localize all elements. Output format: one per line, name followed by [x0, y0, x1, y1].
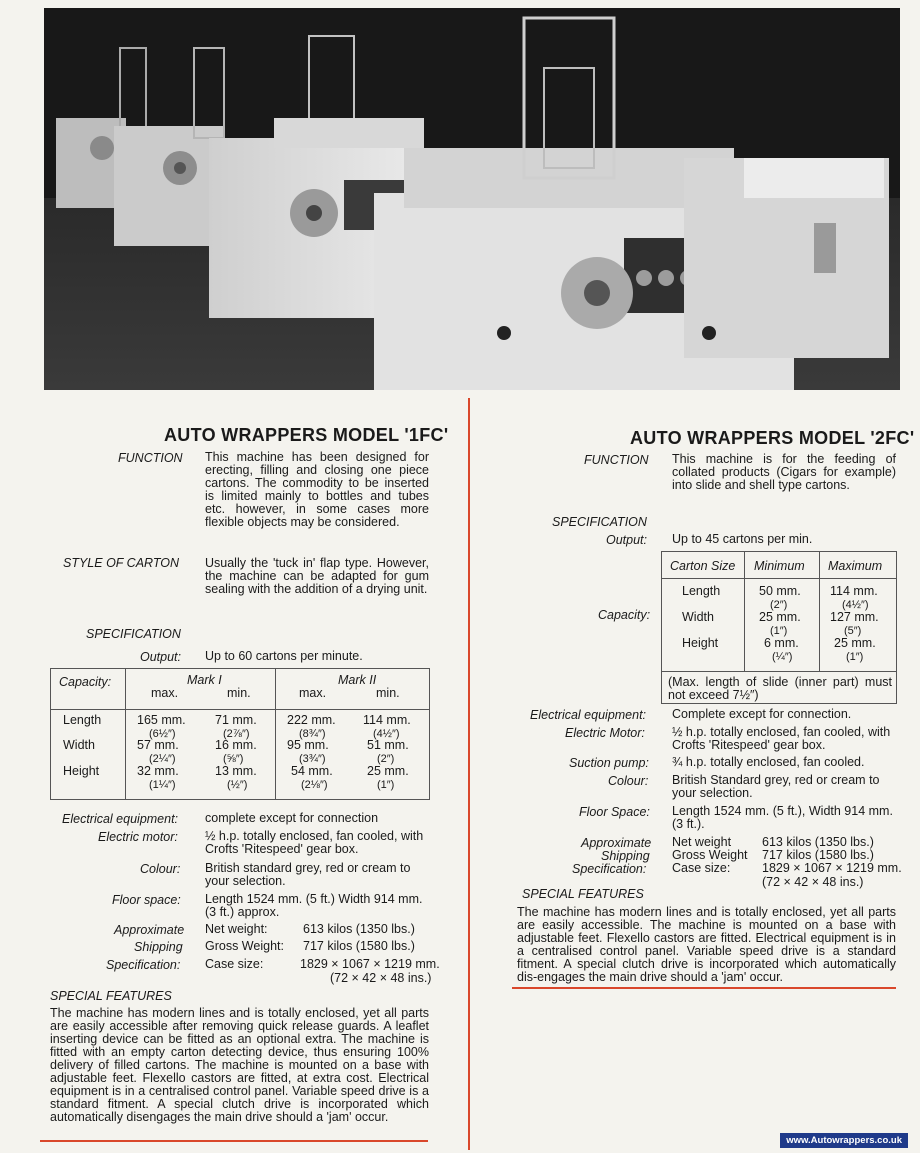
cell: (4½″): [842, 599, 869, 611]
cell: 127 mm.: [830, 610, 879, 624]
right-function-text: This machine is for the feeding of collated products (Cigars for example) into slide and shell type cartons.: [672, 452, 896, 492]
row-label-width: Width: [63, 738, 95, 752]
cell: (1¼″): [149, 779, 176, 791]
cell: 54 mm.: [291, 764, 333, 778]
left-output-value: Up to 60 cartons per minute.: [205, 649, 363, 663]
left-gross-label: Gross Weight:: [205, 939, 284, 953]
row-label-length: Length: [63, 713, 102, 727]
mark2-min-header: min.: [376, 686, 400, 700]
mark2-header: Mark II: [338, 673, 377, 687]
left-features-text: The machine has modern lines and is totally enclosed, yet all parts are easily accessible after removing quick release guards. A leaflet inserting device can be fitted as an optional extra. The machine is fitted with an empty carton detecting device, thus ensuring 100% delivery of filled cartons. The machine is mounted on a base with adjustable feet. Flexello castors are fitted, at extra cost. Electrical equipment is in a centralised control panel. Variable speed drive is a standard fitment. A special clutch drive is incorporated which automatically disengages the main drive should a 'jam' occur.: [50, 1006, 429, 1124]
cell: (¼″): [772, 651, 793, 663]
cell: (1″): [846, 651, 864, 663]
minimum-header: Minimum: [754, 559, 805, 573]
cell: (1″): [377, 779, 395, 791]
cell: 6 mm.: [764, 636, 799, 650]
cell: (½″): [227, 779, 248, 791]
cell: 114 mm.: [830, 584, 878, 598]
mark2-max-header: max.: [299, 686, 327, 700]
right-capacity-table: [661, 551, 897, 704]
maximum-header: Maximum: [828, 559, 883, 573]
right-approx-label: Approximate: [581, 836, 652, 850]
cell: 16 mm.: [215, 738, 257, 752]
left-gross-value: 717 kilos (1580 lbs.): [303, 939, 415, 953]
cell: 57 mm.: [137, 738, 179, 752]
cell: (⅝″): [223, 753, 244, 765]
cell: (3¾″): [299, 753, 326, 765]
left-colour-label: Colour:: [140, 862, 181, 876]
cell: 165 mm.: [137, 713, 186, 727]
cell: 114 mm.: [363, 713, 411, 727]
mark1-min-header: min.: [227, 686, 251, 700]
website-url-badge[interactable]: www.Autowrappers.co.uk: [780, 1133, 908, 1148]
right-case-value: 1829 × 1067 × 1219 mm.: [762, 861, 902, 875]
slide-note: (Max. length of slide (inner part) must not exceed 7½″): [668, 675, 892, 702]
right-elec-value: Complete except for connection.: [672, 707, 852, 721]
right-bottom-rule: [512, 987, 896, 989]
machines-photo: [44, 8, 900, 390]
left-bottom-rule: [40, 1140, 428, 1142]
cell: (2″): [770, 599, 788, 611]
right-colour-label: Colour:: [608, 774, 649, 788]
row-label-length: Length: [682, 584, 721, 598]
right-title: AUTO WRAPPERS MODEL '2FC': [630, 428, 915, 448]
right-gross-label: Gross Weight: [672, 848, 748, 862]
right-floor-label: Floor Space:: [579, 805, 650, 819]
right-case-value-ins: (72 × 42 × 48 ins.): [762, 875, 864, 889]
right-output-value: Up to 45 cartons per min.: [672, 532, 813, 546]
right-case-label: Case size:: [672, 861, 731, 875]
cell: (2⅞″): [223, 728, 250, 740]
left-case-value: 1829 × 1067 × 1219 mm.: [300, 957, 440, 971]
right-gross-value: 717 kilos (1580 lbs.): [762, 848, 874, 862]
left-specification-label: Specification:: [106, 958, 181, 972]
right-shipping-label: Shipping: [601, 849, 650, 863]
cell: (2⅛″): [301, 779, 328, 791]
left-elec-value: complete except for connection: [205, 811, 379, 825]
carton-size-header: Carton Size: [670, 559, 736, 573]
mark1-max-header: max.: [151, 686, 179, 700]
cell: 51 mm.: [367, 738, 409, 752]
right-net-label: Net weight: [672, 835, 732, 849]
cell: (2″): [377, 753, 395, 765]
cell: 32 mm.: [137, 764, 179, 778]
left-motor-label: Electric motor:: [98, 830, 178, 844]
cell: 25 mm.: [834, 636, 876, 650]
left-motor-value: ½ h.p. totally enclosed, fan cooled, with Crofts 'Ritespeed' gear box.: [205, 829, 424, 856]
right-motor-label: Electric Motor:: [565, 726, 645, 740]
left-style-text: Usually the 'tuck in' flap type. However, the machine can be adapted for gum sealing with the addition of a drying unit.: [205, 556, 429, 596]
cell: (1″): [770, 625, 788, 637]
left-case-value-ins: (72 × 42 × 48 ins.): [330, 971, 432, 985]
row-label-width: Width: [682, 610, 714, 624]
right-output-label: Output:: [606, 533, 647, 547]
right-specification-label: Specification:: [572, 862, 647, 876]
cell: 71 mm.: [215, 713, 257, 727]
right-net-value: 613 kilos (1350 lbs.): [762, 835, 874, 849]
right-features-text: The machine has modern lines and is totally enclosed, yet all parts are easily accessible. The machine is mounted on a base with adjustable feet. Flexello castors are fitted. Electrical equipment is in a centralised control panel. Variable speed drive is a standard fitment. A special clutch drive is incorporated which automatically dis-engages the main drive should a 'jam' occur.: [517, 905, 896, 984]
right-colour-value: British Standard grey, red or cream to your selection.: [672, 773, 880, 800]
right-elec-label: Electrical equipment:: [530, 708, 647, 722]
left-features-label: SPECIAL FEATURES: [50, 989, 172, 1003]
cell: (2¼″): [149, 753, 176, 765]
left-function-text: This machine has been designed for erecting, filling and closing one piece cartons. The commodity to be inserted is limited mainly to bottles and tubes etc. however, in some cases more flexible objects may be considered.: [205, 450, 429, 529]
right-pump-value: ¾ h.p. totally enclosed, fan cooled.: [672, 755, 865, 769]
left-net-label: Net weight:: [205, 922, 268, 936]
left-approx-label: Approximate: [114, 923, 185, 937]
cell: 50 mm.: [759, 584, 801, 598]
right-spec-label: SPECIFICATION: [552, 515, 647, 529]
left-floor-label: Floor space:: [112, 893, 181, 907]
left-title: AUTO WRAPPERS MODEL '1FC': [164, 425, 449, 445]
right-function-label: FUNCTION: [584, 453, 649, 467]
left-spec-label: SPECIFICATION: [86, 627, 181, 641]
cell: 25 mm.: [759, 610, 801, 624]
left-style-label: STYLE OF CARTON: [63, 556, 180, 570]
right-motor-value: ½ h.p. totally enclosed, fan cooled, with Crofts 'Ritespeed' gear box.: [672, 725, 891, 752]
row-label-height: Height: [682, 636, 719, 650]
left-floor-value: Length 1524 mm. (5 ft.) Width 914 mm. (3 ft.) approx.: [205, 892, 423, 919]
cell: 25 mm.: [367, 764, 409, 778]
cell: (6½″): [149, 728, 176, 740]
left-net-value: 613 kilos (1350 lbs.): [303, 922, 415, 936]
column-divider: [468, 398, 470, 1150]
mark1-header: Mark I: [187, 673, 222, 687]
cell: 95 mm.: [287, 738, 329, 752]
cell: (5″): [844, 625, 862, 637]
right-capacity-label: Capacity:: [598, 608, 651, 622]
left-case-label: Case size:: [205, 957, 264, 971]
row-label-height: Height: [63, 764, 100, 778]
right-floor-value: Length 1524 mm. (5 ft.), Width 914 mm. (3 ft.).: [672, 804, 893, 831]
capacity-label: Capacity:: [59, 675, 112, 689]
left-output-label: Output:: [140, 650, 181, 664]
cell: (8¾″): [299, 728, 326, 740]
left-shipping-label: Shipping: [134, 940, 183, 954]
left-colour-value: British standard grey, red or cream to your selection.: [205, 861, 411, 888]
right-features-label: SPECIAL FEATURES: [522, 887, 644, 901]
cell: 222 mm.: [287, 713, 336, 727]
cell: 13 mm.: [215, 764, 257, 778]
right-pump-label: Suction pump:: [569, 756, 649, 770]
left-function-label: FUNCTION: [118, 451, 183, 465]
cell: (4½″): [373, 728, 400, 740]
left-elec-label: Electrical equipment:: [62, 812, 179, 826]
left-capacity-table: [50, 668, 430, 800]
